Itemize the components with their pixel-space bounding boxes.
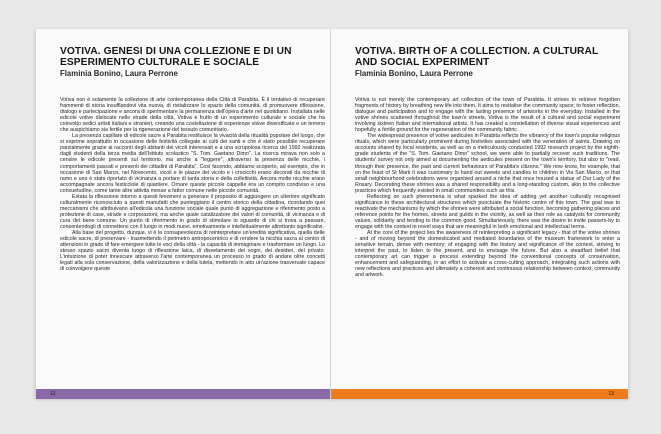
right-page: [331, 29, 628, 399]
left-page-authors: Flaminia Bonino, Laura Perrone: [60, 69, 178, 78]
left-page-title: VOTIVA. GENESI DI UNA COLLEZIONE E DI UN ESPERIMENTO CULTURALE E SOCIALE: [60, 46, 292, 68]
left-page-number: 12: [50, 391, 56, 397]
right-paragraph-2: The widespread presence of votive aedicules in Parabita reflects the vibrancy of the town's popular religious rituals, which were particularly prominent during festivities associated with the veneration of saints. Drawing on accounts shared by local residents, as well as on a meticulously conducted 1992 research project by the eighth-grade students of the "S. Tom. Gaetano Dimo" school, we were able to partially recover such traditions. The students' survey not only aimed at documenting the aedicules present on the town's territory, but also to "read, through their presence, the past and current behaviours of Parabita's citizens." We now know, for example, that on the feast of St Mark it was customary to hand out sweets and candles to children in Via San Marco, or that small neighbourhood celebrations were organised around a niche that once housed a statue of Our Lady of the Rosary. Decorating these shrines was a shared responsibility and a long-standing custom, akin to the collective practices which frequently existed in small communities such as this.: [355, 133, 620, 194]
left-page: [36, 29, 333, 399]
right-page-authors: Flaminia Bonino, Laura Perrone: [355, 69, 473, 78]
right-footer-band: [331, 389, 628, 399]
left-paragraph-4: Alla base del progetto, dunque, vi è la consapevolezza di reinterpretare un'eredità significativa, quella delle edicole sacre, di preservare - trasmettendo il perimetro antropocentrico e di rendere la nicchia sacra al centro di attenzioni in grado di fare emergere tutte le voci della città - la capacità di immaginare e trasformare un luogo. Lo stesso spazio sacro diventa luogo di riflessione laica, di disvelamento dei sogni, dei desideri, del privato. L'intuizione di poter innescare attraverso l'arte contemporanea un processo in grado di andare oltre concetti legati alla sola conservazione, della valorizzazione e della tutela, mettendo in atto un'azione trasversale capace di coinvolgere queste: [60, 230, 325, 273]
left-paragraph-2: La presenza capillare di edicole sacre a Parabita restituisce la vivacità della ritualità popolare del luogo, che si esprime soprattutto in occasione delle festività collegate ai culti dei santi e che è stato possibile recuperare parzialmente grazie ai racconti degli abitanti dei vicoli interessati e a una scrupolosa ricerca del 1992 realizzata dagli studenti della terza media dell'Istituto scolastico "S. Tom. Gaetano Dimo". La ricerca mirava non solo a censire le edicole presenti sul territorio, ma anche a "leggere", attraverso la presenza delle nicchie, i comportamenti passati e presenti dei cittadini di Parabita". Così facendo, abbiamo scoperto, ad esempio, che in occasione di San Marco, nel Novecento, vicoli e le piazze del vicolo e i crocicchi erano decorati da nicchie di ramo e uno è stato riportato di vicinanza a portare di tanta storia e della collettività. Ancora molte nicchie erano accompagnate ancora festicciole di quartiere. Ornare queste piccole cappelle era un compito condiviso e una consuetudine, come tante altre attività messe a fattor comune nelle piccole comunità.: [60, 133, 325, 194]
left-page-body: [60, 97, 325, 272]
right-paragraph-3: Reflecting on such phenomena is what sparked the idea of adding yet another culturally recognised significance to these architectural structures which punctuate the historic centre of this town. The goal was to reactivate the mechanisms by which the shrines were attributed a social function, becoming gathering places and reference points for the homes, streets and guilds in the vicinity, as well as their role as catalysts for community values, solidarity and tending to the common good. Simultaneously, there was the desire to invite passers-by to engage with the context in novel ways that are meaningful in both emotional and intellectual terms.: [355, 193, 620, 230]
right-page-body: [355, 97, 620, 278]
left-paragraph-1: Votiva non è solamente la collezione di arte contemporanea della Città di Parabita. È il tentativo di recuperare frammenti di storia insufflandovi vita nuova, di rivitalizzare lo spazio della comunità, di promuovere riflessione, dialogo e partecipazione e ancora di sperimentare la permanenza dell'opera d'arte nel quotidiano. Installata nelle edicole votive dislocate nelle strade della città, Votiva è frutto di un esperimento culturale e sociale che ha coinvolto sedici artisti italiani e stranieri, creando una costellazione di esperienze visive diversificate e un terreno che auspichiamo sia fertile per la rigenerazione del tessuto comunitario.: [60, 97, 325, 134]
right-page-number: 13: [608, 391, 614, 397]
right-paragraph-4: At the core of the project lies the awareness of reinterpreting a significant legacy - that of the votive shrines - and of moving beyond the domesticated and mediated boundaries of the museum framework to enter a sensitive terrain, dense with memory; of engaging with the history and significance of the context, striving to interpret the past, to listen to the present, and to envisage the future. But also a steadfast belief that contemporary art can trigger a process extending beyond the conventional concepts of conservation, enhancement and safeguarding, in an effort to activate a cross-cutting approach, integrating such actions with new reflections and practices and ultimately a coherent and continuous relationship between context, community and artwork.: [355, 230, 620, 279]
right-paragraph-1: Votiva is not merely the contemporary art collection of the town of Parabita. It strives to retrieve forgotten fragments of history by breathing new life into them. It aims to revitalise the community space; to foster reflection, dialogue and participation and to engage with the lasting presence of artworks in the everyday. Installed in the votive shrines scattered throughout the town's streets, Votiva is the result of a cultural and social experiment involving sixteen Italian and international artists. It has created a constellation of diverse visual experiences and hopefully a fertile ground for the regeneration of the community fabric.: [355, 97, 620, 134]
left-paragraph-3: Estata la riflessione intorno a questi fenomeni a generare il proposito di aggiungere un ulteriore significato culturalmente riconosciuto a questi manufatti che punteggiano il centro storico della cittadina, ricordando quei meccanismi che attribuivano all'edicola una funzione sociale quale punto di aggregazione e riferimento posto a protezione di case, strade e corporazioni, ma anche quale catalizzatore dei valori di comunità, di vicinanza e di cura del bene comune. Un punto di riferimento in grado di stimolare lo sguardo di chi si trova a passare, consentendogli di connettersi con il luogo in modi nuovi, emotivamente e intellettualmente altrettanto significativi.: [60, 193, 325, 230]
right-page-title: VOTIVA. BIRTH OF A COLLECTION. A CULTURAL AND SOCIAL EXPERIMENT: [355, 46, 599, 68]
left-footer-band: [36, 389, 333, 399]
